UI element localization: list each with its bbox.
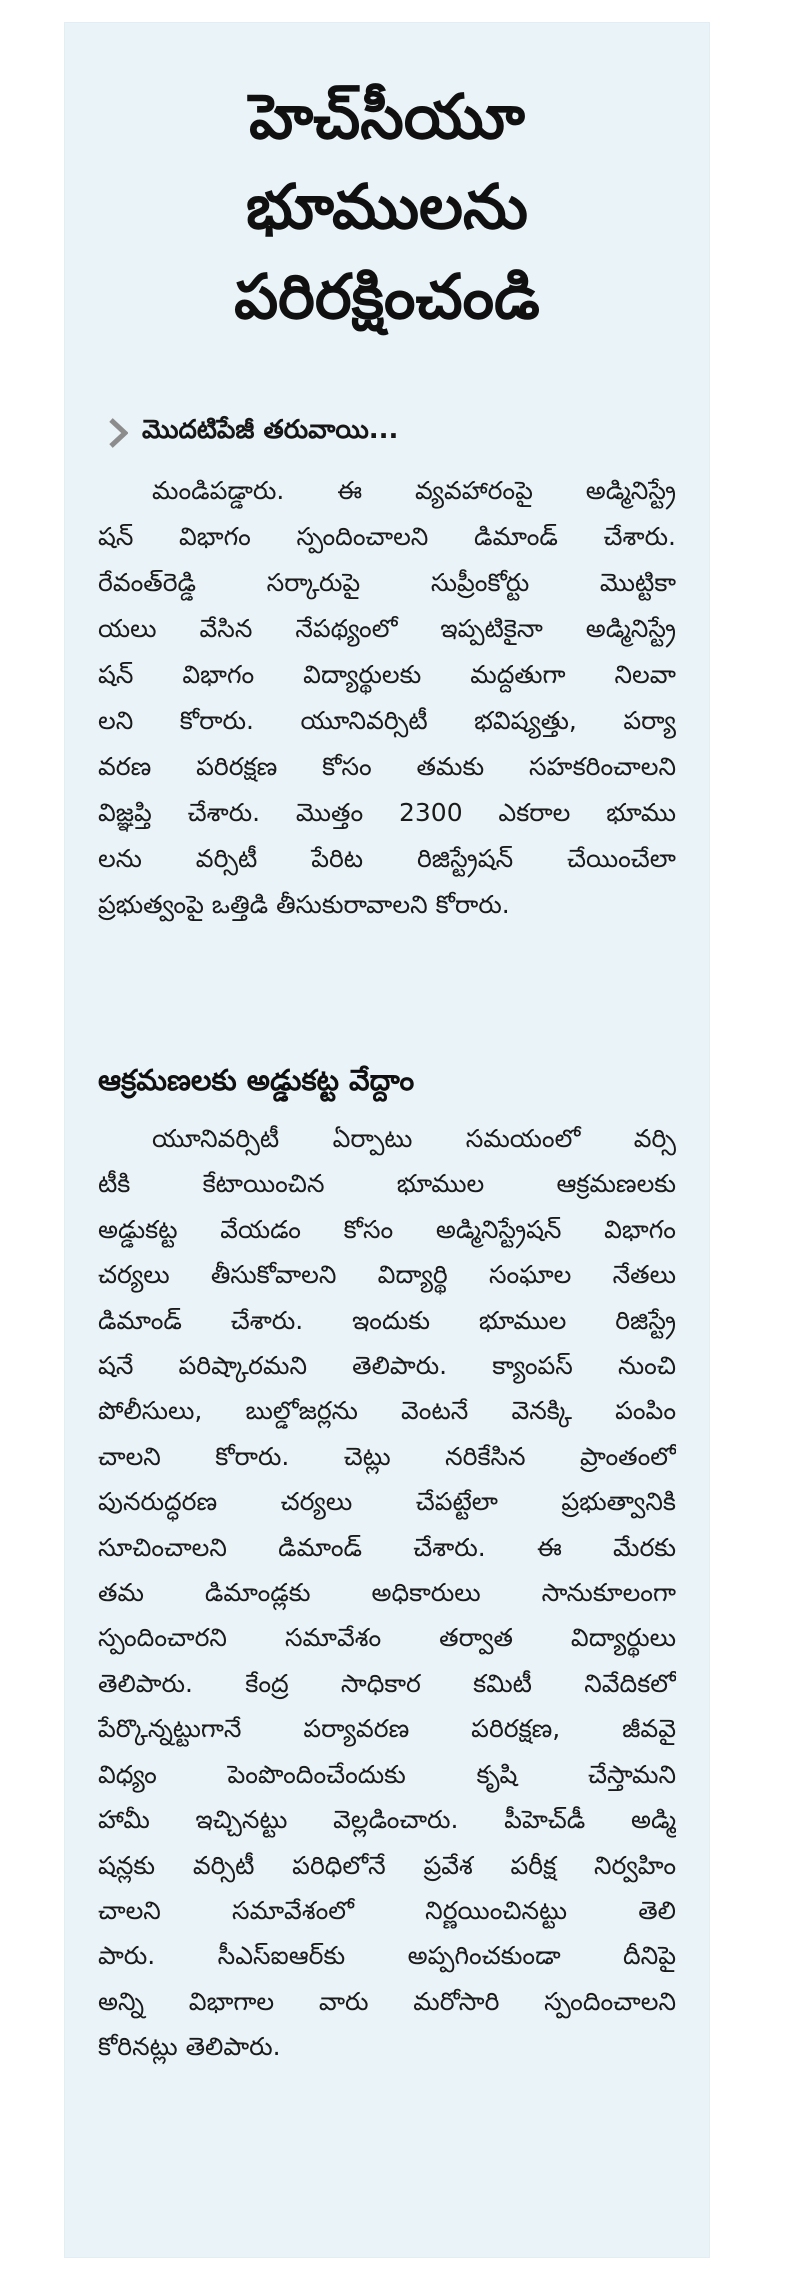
paragraph-line: మండిపడ్డారు. ఈ వ్యవహారంపై అడ్మినిస్ట్రే <box>152 476 676 505</box>
paragraph-line: షన్ విభాగం విద్యార్థులకు మద్దతుగా నిలవా <box>98 660 676 689</box>
paragraph-line: విధ్యం పెంపొందించేందుకు కృషి చేస్తామని <box>98 1759 676 1789</box>
paragraph-line: యూనివర్సిటీ ఏర్పాటు సమయంలో వర్సి <box>152 1124 676 1153</box>
continuation-marker <box>108 412 398 454</box>
paragraph-line: అన్ని విభాగాల వారు మరోసారి స్పందించాలని <box>98 1986 676 2016</box>
paragraph-line: చర్యలు తీసుకోవాలని విద్యార్థి సంఘాల నేతలు <box>98 1260 676 1290</box>
paragraph-line: పోలీసులు, బుల్డోజర్లను వెంటనే వెనక్కి పంపిం <box>98 1396 676 1426</box>
headline-line-3: పరిరక్షించండి <box>234 260 540 333</box>
paragraph-line: పారు. సీఎస్ఐఆర్‌కు అప్పగించకుండా దీనిపై <box>98 1941 676 1971</box>
paragraph-line: షనే పరిష్కారమని తెలిపారు. క్యాంపస్ నుంచి <box>98 1351 676 1381</box>
paragraph-line: రేవంత్‌రెడ్డి సర్కారుపై సుప్రీంకోర్టు మొట్టికా <box>98 568 676 597</box>
continuation-label: మొదటిపేజీ తరువాయి... <box>142 415 399 445</box>
paragraph-line: హామీ ఇచ్చినట్టు వెల్లడించారు. పీహెచ్‌డీ అడ్మి <box>98 1805 676 1835</box>
article-paragraph-2 <box>98 1116 676 2070</box>
paragraph-line: షన్లకు వర్సిటీ పరిధిలోనే ప్రవేశ పరీక్ష నిర్వహిం <box>98 1850 676 1880</box>
headline <box>104 72 670 342</box>
paragraph-line: కోరినట్లు తెలిపారు. <box>98 2032 281 2062</box>
article-paragraph-1 <box>98 468 676 928</box>
paragraph-line: లని కోరారు. యూనివర్సిటీ భవిష్యత్తు, పర్యా <box>98 706 676 735</box>
paragraph-line: సూచించాలని డిమాండ్ చేశారు. ఈ మేరకు <box>98 1532 676 1562</box>
paragraph-line: యలు వేసిన నేపథ్యంలో ఇప్పటికైనా అడ్మినిస్ట్రే <box>98 614 676 643</box>
paragraph-line: పునరుద్ధరణ చర్యలు చేపట్టేలా ప్రభుత్వానికి <box>98 1487 676 1517</box>
newspaper-clipping <box>64 22 710 2258</box>
paragraph-line: పేర్కొన్నట్టుగానే పర్యావరణ పరిరక్షణ, జీవవై <box>98 1714 676 1744</box>
paragraph-line: షన్ విభాగం స్పందించాలని డిమాండ్ చేశారు. <box>98 522 676 551</box>
paragraph-line: చాలని సమావేశంలో నిర్ణయించినట్టు తెలి <box>98 1895 676 1925</box>
headline-line-1: హెచ్‌సీయూ <box>249 80 525 153</box>
paragraph-line: స్పందించారని సమావేశం తర్వాత విద్యార్థులు <box>98 1623 676 1653</box>
paragraph-line: టీకి కేటాయించిన భూముల ఆక్రమణలకు <box>98 1169 676 1199</box>
paragraph-line: తమ డిమాండ్లకు అధికారులు సానుకూలంగా <box>98 1578 676 1608</box>
paragraph-line: విజ్ఞప్తి చేశారు. మొత్తం 2300 ఎకరాల భూము <box>98 798 676 827</box>
paragraph-line: డిమాండ్ చేశారు. ఇందుకు భూముల రిజిస్ట్రే <box>98 1305 676 1335</box>
headline-line-2: భూములను <box>246 170 528 243</box>
paragraph-line: ప్రభుత్వంపై ఒత్తిడి తీసుకురావాలని కోరారు. <box>98 890 510 919</box>
paragraph-line: లను వర్సిటీ పేరిట రిజిస్ట్రేషన్ చేయించేలా <box>98 844 676 873</box>
paragraph-line: చాలని కోరారు. చెట్లు నరికేసిన ప్రాంతంలో <box>98 1441 676 1471</box>
paragraph-line: వరణ పరిరక్షణ కోసం తమకు సహకరించాలని <box>98 752 676 781</box>
paragraph-line: తెలిపారు. కేంద్ర సాధికార కమిటీ నివేదికలో <box>98 1668 676 1698</box>
subheading: ఆక్రమణలకు అడ్డుకట్ట వేద్దాం <box>98 1063 415 1097</box>
paragraph-line: అడ్డుకట్ట వేయడం కోసం అడ్మినిస్ట్రేషన్ విభాగం <box>98 1214 676 1244</box>
chevron-right-icon <box>108 418 128 448</box>
